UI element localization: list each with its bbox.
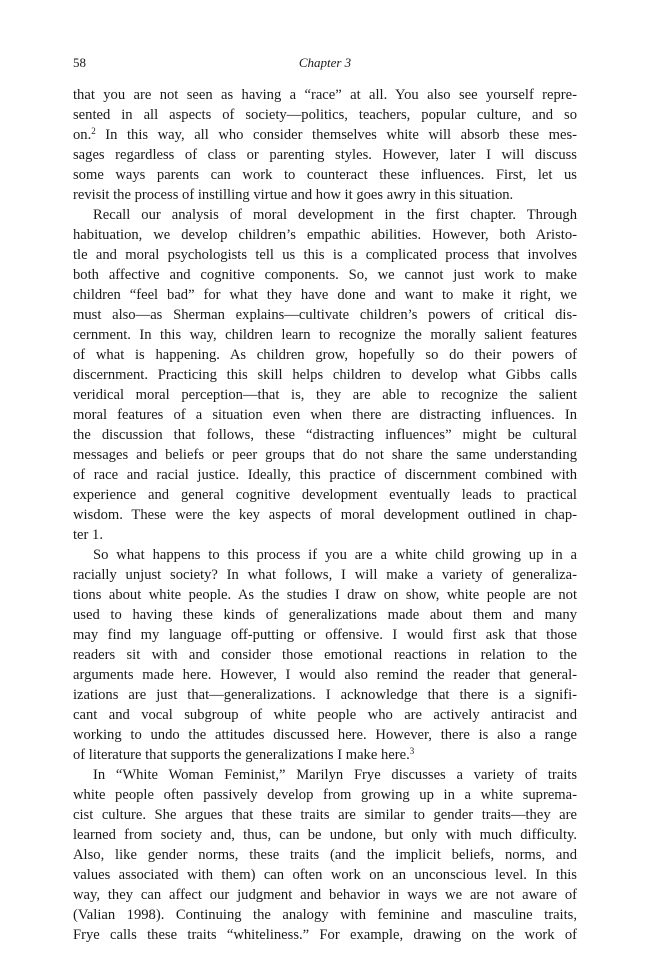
- text-line: izations are just that—generalizations. I acknowledge that there is a signifi-: [73, 687, 577, 703]
- text-line: both affective and cognitive components. So, we cannot just work to make: [73, 267, 577, 283]
- text-line: used to having these kinds of generalizations made about them and many: [73, 607, 577, 623]
- text-line: ter 1.: [73, 527, 103, 543]
- footnote-marker: 3: [409, 746, 415, 756]
- text-line: the discussion that follows, these “distracting influences” might be cultural: [73, 427, 577, 443]
- text-fragment: on.: [73, 127, 92, 143]
- text-line: messages and beliefs or peer groups that do not share the same understanding: [73, 447, 577, 463]
- text-line: must also—as Sherman explains—cultivate children’s powers of critical dis-: [73, 307, 577, 323]
- text-line: In “White Woman Feminist,” Marilyn Frye discusses a variety of traits: [93, 767, 577, 783]
- text-line: [73, 745, 577, 765]
- text-line: Recall our analysis of moral development in the first chapter. Through: [93, 207, 577, 223]
- text-fragment: of literature that supports the generalizations I make here.: [73, 747, 410, 763]
- text-line: tions about white people. As the studies I draw on show, white people are not: [73, 587, 577, 603]
- text-line: wisdom. These were the key aspects of moral development outlined in chap-: [73, 507, 577, 523]
- text-line: some ways parents can work to counteract these influences. First, let us: [73, 167, 577, 183]
- text-fragment: In this way, all who consider themselves white will absorb these mes-: [95, 127, 577, 143]
- body-text: [73, 85, 577, 945]
- text-line: values associated with them) can often work on an unconscious level. In this: [73, 867, 577, 883]
- text-line: Frye calls these traits “whiteliness.” For example, drawing on the work of: [73, 927, 577, 943]
- text-line: may find my language off-putting or offensive. I would first ask that those: [73, 627, 577, 643]
- text-line: [73, 125, 577, 145]
- text-line: cist culture. She argues that these traits are similar to gender traits—they are: [73, 807, 577, 823]
- text-line: (Valian 1998). Continuing the analogy with feminine and masculine traits,: [73, 907, 577, 923]
- text-line: white people often passively develop from growing up in a white suprema-: [73, 787, 577, 803]
- text-line: cernment. In this way, children learn to recognize the morally salient features: [73, 327, 577, 343]
- text-line: moral features of a situation even when there are distracting influences. In: [73, 407, 577, 423]
- running-head: [73, 55, 577, 71]
- chapter-title: Chapter 3: [298, 55, 352, 70]
- text-line: arguments made here. However, I would also remind the reader that general-: [73, 667, 577, 683]
- text-line: discernment. Practicing this skill helps children to develop what Gibbs calls: [73, 367, 577, 383]
- text-line: tle and moral psychologists tell us this is a complicated process that involves: [73, 247, 577, 263]
- footnote-marker: 2: [91, 126, 96, 136]
- text-line: veridical moral perception—that is, they are able to recognize the salient: [73, 387, 577, 403]
- text-line: sages regardless of class or parenting styles. However, later I will discuss: [73, 147, 577, 163]
- text-line: learned from society and, thus, can be undone, but only with much difficulty.: [73, 827, 577, 843]
- text-line: way, they can affect our judgment and behavior in ways we are not aware of: [73, 887, 577, 903]
- text-line: of what is happening. As children grow, hopefully so do their powers of: [73, 347, 577, 363]
- text-line: racially unjust society? In what follows, I will make a variety of generaliza-: [73, 567, 577, 583]
- text-line: experience and general cognitive development eventually leads to practical: [73, 487, 577, 503]
- text-line: revisit the process of instilling virtue and how it goes awry in this situation.: [73, 187, 514, 203]
- text-line: habituation, we develop children’s empathic abilities. However, both Aristo-: [73, 227, 577, 243]
- text-line: So what happens to this process if you are a white child growing up in a: [93, 547, 577, 563]
- text-line: of race and racial justice. Ideally, this practice of discernment combined with: [73, 467, 577, 483]
- page-number: 58: [73, 55, 86, 70]
- text-line: working to undo the attitudes discussed here. However, there is also a range: [73, 727, 577, 743]
- text-line: Also, like gender norms, these traits (and the implicit beliefs, norms, and: [73, 847, 577, 863]
- text-line: cant and vocal subgroup of white people who are actively antiracist and: [73, 707, 577, 723]
- text-line: that you are not seen as having a “race” at all. You also see yourself repre-: [73, 87, 577, 103]
- text-line: sented in all aspects of society—politics, teachers, popular culture, and so: [73, 107, 577, 123]
- text-line: children “feel bad” for what they have done and want to make it right, we: [73, 287, 577, 303]
- text-line: readers sit with and consider those emotional reactions in relation to the: [73, 647, 577, 663]
